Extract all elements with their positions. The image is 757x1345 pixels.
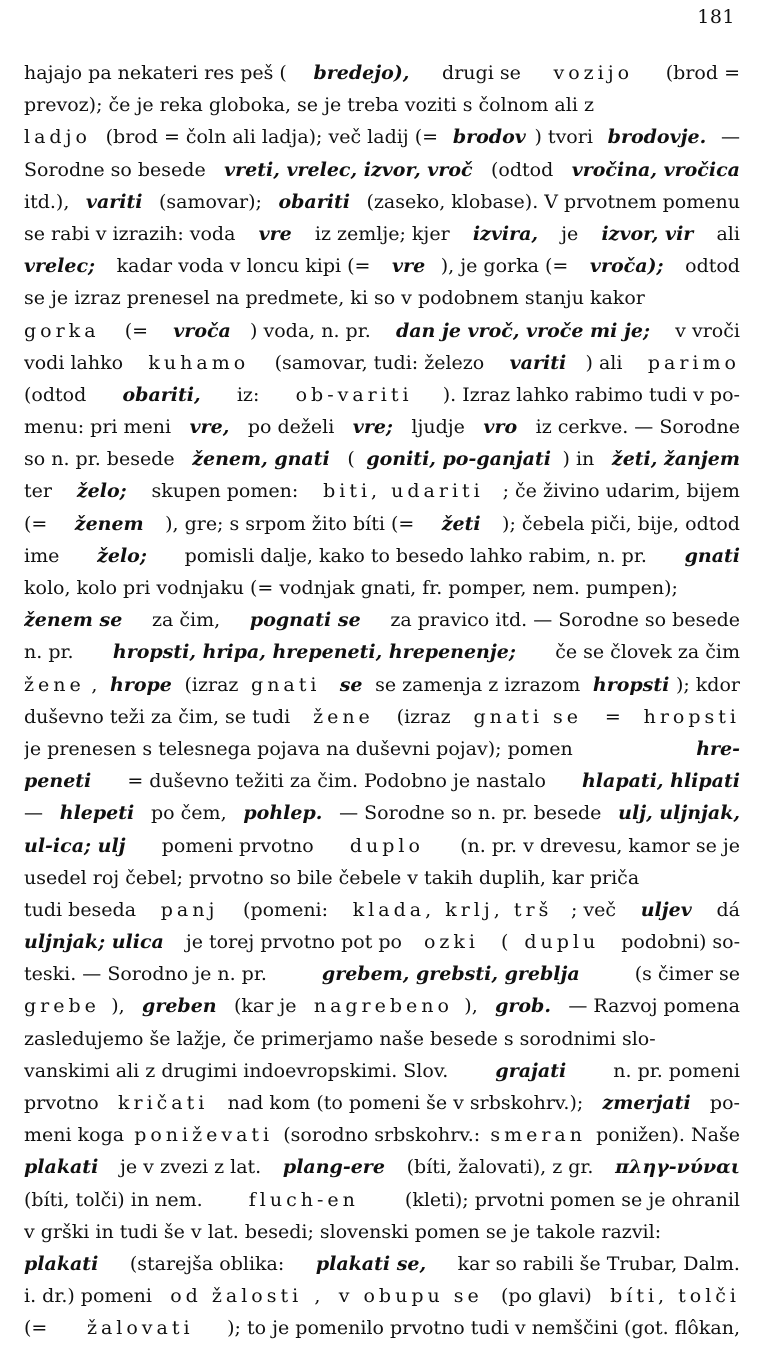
text-line [24,830,740,862]
text-segment: ženem, gnati [192,448,330,471]
text-line [24,733,740,765]
text-segment: ) ali [585,351,629,374]
text-segment: po- [703,1092,740,1114]
text-segment: kričati [117,1092,209,1114]
text-segment: itd.), [24,190,76,213]
text-segment: ozki [423,931,480,954]
text-segment: ; več [570,898,623,921]
text-line [24,862,740,894]
text-segment: ) in [562,448,601,471]
text-segment: odtod [679,255,740,278]
text-segment: plakati [24,1156,99,1179]
text-segment: ; če živino udarim, bijem [502,480,740,503]
text-segment: brodov [452,126,526,149]
text-segment: biti, udariti [323,480,484,503]
text-segment: grebem, grebsti, greblja [321,963,580,986]
text-segment: ter [24,480,59,503]
text-segment: se rabi v izrazih: voda [24,222,242,245]
text-segment: ); to je pomenilo prvotno tudi v nemščini (got. flôkan, [227,1317,740,1340]
text-line [24,1055,740,1087]
text-segment: je prenesen s telesnega pojava na duševni pojav); pomen [24,737,579,760]
text-segment: pognati se [249,609,361,632]
text-segment: ime [24,544,66,567]
text-segment: duplu [524,931,600,954]
text-segment: ( [494,931,509,954]
text-segment: prevoz); če je reka globoka, se je treba voziti s čolnom ali z [24,94,594,117]
text-line [24,218,740,250]
text-segment: ); čebela piči, bije, odtod [502,512,740,535]
text-segment: ) tvori [534,126,599,149]
text-line [24,1312,740,1344]
text-segment: hropsti [592,673,670,696]
text-segment: (zaseko, klobase). V prvotnem pomenu [360,190,740,213]
text-segment: teski. — Sorodno je n. pr. [24,963,273,986]
text-segment: peneti [24,770,92,793]
text-segment: (po glavi) [494,1285,598,1308]
text-line [24,765,740,797]
body-text [24,57,740,1345]
text-line [24,1023,740,1055]
text-segment: nad kom (to pomeni še v srbskohrv.); [221,1092,590,1114]
text-segment: ). Izraz lahko rabimo tudi v po- [442,383,740,406]
text-segment: ljudje [405,416,471,439]
text-segment: usedel roj čebel; prvotno so bile čebele v takih duplih, kar priča [24,866,640,889]
text-line [24,250,740,282]
text-line [24,1280,740,1312]
text-line [24,572,740,604]
text-segment: — Razvoj pomena [562,995,740,1018]
text-segment: izvira, [472,222,539,245]
text-segment: je v zvezi z lat. [113,1156,268,1179]
text-line [24,186,740,218]
text-segment: gnati [251,673,321,696]
text-segment: (n. pr. v drevesu, kamor se je [454,834,740,857]
text-line [24,1184,740,1216]
text-segment: obariti [278,190,350,213]
text-segment: v grški in tudi še v lat. besedi; slovenski pomen se je takole razvil: [24,1220,662,1243]
text-segment: i. dr.) pomeni [24,1285,159,1308]
text-segment: parimo [647,351,740,374]
text-segment: vre [258,222,292,245]
text-line [24,894,740,926]
text-segment: se zamenja z izrazom [369,673,587,696]
text-segment: variti [85,190,143,213]
text-segment: (sorodno srbskohrv.: [277,1124,487,1147]
text-segment: hre- [696,737,740,760]
page-number: 181 [697,6,735,28]
text-segment: duplo [349,834,424,857]
text-line [24,636,740,668]
text-segment: se je izraz prenesel na predmete, ki so v podobnem stanju kakor [24,287,645,310]
text-line [24,1087,740,1119]
text-segment: dan je vroč, vroče mi je; [395,319,650,342]
text-segment: pomisli dalje, kako to besedo lahko rabim, n. pr. [178,544,653,567]
text-segment: ), [464,995,484,1018]
text-line [24,1151,740,1183]
text-segment: meni koga [24,1124,131,1147]
text-segment: hropsti [643,705,740,728]
text-segment: če se človek za čim [549,641,740,664]
text-segment: ženem [74,512,144,535]
text-segment: , [91,673,104,696]
text-segment: (bíti, žalovati), z gr. [400,1156,600,1179]
text-segment: pomeni prvotno [155,834,320,857]
text-line [24,57,740,89]
text-line [24,540,740,572]
text-segment: kolo, kolo pri vodnjaku (= vodnjak gnati, fr. pomper, nem. pumpen); [24,577,678,599]
text-segment: iz zemlje; kjer [308,222,456,245]
text-line [24,282,740,314]
text-segment: vodi lahko [24,351,130,374]
text-segment: ( [341,448,355,471]
text-segment: dá [710,898,740,921]
text-segment: ), gre; s srpom žito bíti (= [165,512,421,535]
text-line [24,926,740,958]
text-segment: ), je gorka (= [440,255,575,278]
text-segment: želo; [76,480,127,503]
text-segment: kar so rabili še Trubar, Dalm. [451,1252,740,1275]
text-segment: je torej prvotno pot po [179,931,409,954]
text-segment: hajajo pa nekateri res peš ( [24,62,287,84]
text-line [24,347,740,379]
text-segment: ); kdor [675,673,740,696]
text-segment: žeti, žanjem [611,448,740,471]
text-segment: se [339,673,363,696]
text-segment: (s čimer se [628,963,740,986]
text-segment: bíti, tolči [610,1285,740,1308]
text-segment: ul-ica; ulj [24,834,126,857]
text-segment: so n. pr. besede [24,448,181,471]
text-segment: po deželi [241,416,341,439]
text-line [24,411,740,443]
text-segment: bredejo), [313,62,410,84]
text-line [24,315,740,347]
text-segment: drugi se [436,62,527,84]
text-segment: ponižen). Naše [590,1124,740,1147]
text-segment: (kleti); prvotni pomen se je ohranil [398,1188,740,1211]
text-segment: kuhamo [148,351,250,374]
text-segment: klada, krlj, trš [352,898,553,921]
text-line [24,1216,740,1248]
text-segment: vreti, vrelec, izvor, vroč [224,158,473,181]
text-segment [327,669,333,701]
text-segment: vozijo [553,62,634,84]
text-segment: uljnjak; ulica [24,931,164,954]
text-segment: , [314,1285,327,1308]
text-segment: ženem se [24,609,123,632]
text-segment: (izraz [178,673,245,696]
text-segment: tudi beseda [24,898,143,921]
text-segment: vre; [352,416,393,439]
text-segment: želo; [97,544,147,567]
text-segment: (= [24,512,54,535]
text-segment: menu: pri meni [24,416,178,439]
text-segment: plakati se, [315,1252,427,1275]
text-segment: ali [710,222,740,245]
text-segment: Sorodne so besede [24,158,212,181]
text-segment: — [24,802,50,825]
text-segment: duševno teži za čim, se tudi [24,705,297,728]
text-segment: (odtod [24,383,93,406]
text-segment: prvotno [24,1092,105,1114]
text-segment: smeran [490,1124,586,1147]
text-segment: v vroči [669,319,740,342]
text-segment: kadar voda v loncu kipi (= [110,255,377,278]
text-segment: ), [111,995,131,1018]
text-segment: zmerjati [602,1092,691,1114]
text-segment: — Sorodne so n. pr. besede [333,802,608,825]
text-segment: (samovar, tudi: železo [268,351,491,374]
text-line [24,379,740,411]
text-segment: uljev [640,898,692,921]
text-segment: obariti, [122,383,201,406]
text-segment: grajati [495,1059,567,1082]
text-segment: n. pr. pomeni [607,1059,740,1082]
text-segment: n. pr. [24,641,80,664]
text-segment: pohlep. [243,802,323,825]
text-segment: variti [509,351,567,374]
text-segment: vre [392,255,426,278]
text-segment: grob. [495,995,551,1018]
text-segment: plang-ere [282,1156,385,1179]
text-segment: žeti [441,512,481,535]
text-segment: žalovati [86,1317,194,1340]
text-segment: vanskimi ali z drugimi indoevropskimi. Slov. [24,1059,455,1082]
text-line [24,1119,740,1151]
text-line [24,154,740,186]
text-segment: panj [160,898,219,921]
text-segment: = [598,705,627,728]
text-segment: vrelec; [24,255,96,278]
text-segment: vroča); [589,255,664,278]
text-segment: greben [142,995,217,1018]
text-segment: ladjo [24,126,91,149]
text-segment: (samovar); [152,190,268,213]
text-segment: po čem, [144,802,233,825]
text-line [24,89,740,121]
text-line [24,604,740,636]
text-line [24,669,740,701]
text-segment: goniti, po-ganjati [366,448,551,471]
text-line [24,990,740,1022]
text-segment: skupen pomen: [145,480,305,503]
text-segment: (= [118,319,155,342]
text-segment: ob-variti [295,383,413,406]
text-segment: (starejša oblika: [123,1252,291,1275]
text-segment: za pravico itd. — Sorodne so besede [384,609,740,632]
text-segment: vro [483,416,518,439]
text-segment: za čim, [145,609,227,632]
text-line [24,701,740,733]
text-segment: iz cerkve. — Sorodne [529,416,740,439]
text-segment: izvor, vir [601,222,694,245]
text-line [24,475,740,507]
text-segment: od žalosti [170,1285,303,1308]
text-segment: žene [24,673,85,696]
text-line [24,958,740,990]
text-segment: v obupu se [338,1285,483,1308]
text-line [24,797,740,829]
text-line [24,443,740,475]
text-segment: (= [24,1317,54,1340]
text-segment: gorka [24,319,100,342]
text-segment: podobni) so- [615,931,740,954]
text-line [24,121,740,153]
text-segment: = duševno težiti za čim. Podobno je nastalo [121,770,552,793]
text-segment: poniževati [134,1124,274,1147]
text-segment: vročina, vročica [571,158,740,181]
text-segment: — [714,126,740,149]
text-segment: hropsti, hripa, hrepeneti, hrepenenje; [112,641,516,664]
text-segment: ) voda, n. pr. [250,319,377,342]
text-segment: gnati se [473,705,582,728]
text-segment: vre, [189,416,230,439]
text-segment: (brod = [659,62,740,84]
text-segment: vroča [173,319,231,342]
text-segment: nagrebeno [313,995,453,1018]
text-segment: hlapati, hlipati [581,770,740,793]
text-segment: grebe [24,995,100,1018]
text-segment: brodovje. [607,126,707,149]
text-segment: iz: [230,383,266,406]
text-segment: plakati [24,1252,99,1275]
text-segment: (odtod [484,158,560,181]
text-segment: (izraz [390,705,457,728]
text-segment: fluch-en [248,1188,359,1211]
text-segment: (kar je [227,995,303,1018]
text-segment: gnati [684,544,740,567]
text-segment: πληγ-νύναι [615,1156,740,1179]
text-line [24,508,740,540]
text-segment: (brod = čoln ali ladja); več ladij (= [99,126,445,149]
text-segment: je [555,222,585,245]
text-segment: hlepeti [59,802,135,825]
text-segment: ulj, uljnjak, [618,802,740,825]
text-segment: (pomeni: [237,898,335,921]
text-line [24,1248,740,1280]
text-segment: hrope [110,673,172,696]
text-segment: žene [313,705,374,728]
text-segment: (bíti, tolči) in nem. [24,1188,209,1211]
text-segment: zasledujemo še lažje, če primerjamo naše besede s sorodnimi slo- [24,1027,656,1050]
